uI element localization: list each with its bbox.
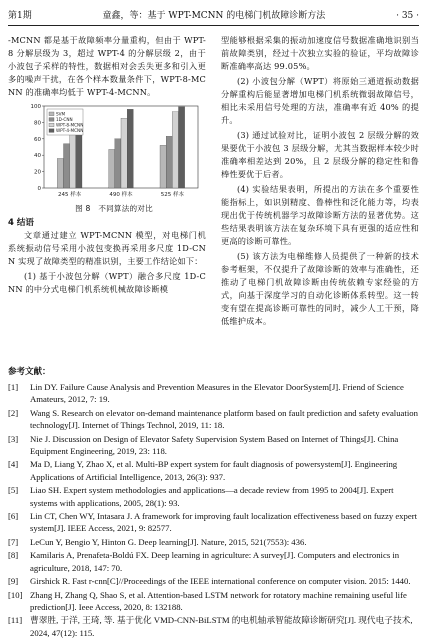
conclusion-point-2: (2) 小波包分解（WPT）将原始三通道振动数据分解重构后能显著增加电梯门机系统微弱故障信号，相比未采用信号处理的方法，准确率有近 40% 的提升。: [221, 76, 419, 125]
x-tick-label: 490 样本: [109, 192, 133, 198]
references: [8, 365, 420, 640]
conclusion-point-4: (4) 实验结果表明，所提出的方法在多个重要性能指标上，如识别精度、鲁棒性和泛化能力等，均表现出优于传统机器学习故障诊断方法的显著优势。这些结果表明该方法在复杂环境下具有更强的适应性和更高的诊断可靠性。: [221, 184, 419, 246]
reference-number: [3]: [8, 433, 19, 444]
reference-number: [1]: [8, 382, 19, 392]
y-tick-label: 0: [37, 186, 41, 192]
reference-number: [2]: [8, 407, 19, 418]
reference-item: [8, 484, 420, 509]
reference-number: [8]: [8, 550, 19, 561]
x-tick-label: 525 样本: [160, 192, 184, 198]
bar: [127, 109, 133, 188]
legend-swatch: [49, 123, 54, 127]
reference-number: [4]: [8, 459, 19, 470]
reference-item: [8, 433, 420, 458]
reference-number: [11]: [8, 615, 23, 626]
reference-item: [8, 575, 420, 587]
bar: [166, 136, 172, 188]
reference-number: [7]: [8, 536, 19, 547]
reference-item: [8, 381, 420, 406]
y-tick-label: 40: [34, 153, 41, 160]
running-title: 童鑫，等：基于 WPT-MCNN 的电梯门机故障诊断方法: [102, 11, 326, 21]
y-tick-label: 80: [34, 120, 41, 127]
x-tick-label: 245 样本: [58, 192, 82, 198]
reference-item: [8, 614, 420, 639]
reference-item: [8, 589, 420, 614]
reference-item: [8, 458, 420, 483]
legend-label: 1D-CNN: [56, 116, 73, 122]
conclusion-point-5: (5) 该方法为电梯维修人员提供了一种新的技术参考框架，不仅提升了故障诊断的效率与准确性，还推动了电梯门机故障诊断由传统依赖专家经验的方式，向基于深度学习的自动化诊断体系转型。这一转变有望在提高诊断可靠性的同时，减少人工干预，降低维护成本。: [221, 251, 419, 326]
figure-caption: 图 8 不同算法的对比: [75, 204, 153, 213]
bar: [160, 145, 166, 188]
issue-label: 第1期: [8, 11, 32, 21]
page-number: · 35 ·: [396, 11, 419, 21]
bar: [121, 118, 127, 188]
reference-number: [6]: [8, 511, 19, 522]
conclusion-point-1: (1) 基于小波包分解（WPT）融合多尺度 1D-CNN 的中分式电梯门机系统机械故障诊断模: [8, 271, 206, 294]
legend-label: SVM: [56, 111, 66, 117]
bar: [115, 139, 121, 188]
bar: [178, 107, 184, 188]
conclusion-intro: 文章通过建立 WPT-MCNN 模型，对电梯门机系统振动信号采用小波包变换再采用多尺度 1D-CNN 实现了故障类型的精准识别，主要工作结论如下：: [8, 230, 206, 266]
bar-chart: [26, 103, 202, 200]
reference-number: [10]: [8, 589, 23, 600]
right-column: [221, 34, 419, 330]
reference-text: Lin DY. Failure Cause Analysis and Prevention Measures in the Elevator DoorSystem[J]. Friend of Science Amateurs, 2012, 7: 19.: [30, 382, 404, 405]
reference-text: Zhang H, Zhang Q, Shao S, et al. Attention-based LSTM network for rotatory machine remaining useful life prediction[J]. Ieee Access, 2020, 8: 132188.: [30, 589, 407, 612]
reference-number: [5]: [8, 485, 19, 496]
reference-text: Lin CT, Chen WY, Intasara J. A framework for improving fault localization effectiveness based on fuzzy expert system[J]. IEEE Access, 2021, 9: 82577.: [30, 511, 418, 534]
legend-swatch: [49, 118, 54, 122]
bar: [57, 158, 63, 188]
reference-text: Kamilaris A, Prenafeta-Boldú FX. Deep learning in agriculture: A survey[J]. Computers and electronics in agriculture, 2018, 147: 70.: [30, 550, 400, 573]
y-tick-label: 20: [34, 169, 41, 176]
reference-text: Ma D, Liang Y, Zhao X, et al. Multi-BP expert system for fault diagnosis of powersystem[J]. Engineering Applications of Artificial Intelligence, 2013, 26(3): 937.: [30, 459, 398, 482]
reference-text: Liao SH. Expert system methodologies and applications—a decade review from 1995 to 2004[J]. Expert systems with applications, 2005, 28(1): 93.: [30, 485, 394, 508]
legend-swatch: [49, 129, 54, 133]
reference-text: 曹翠胜, 于洋, 王琦, 等. 基于优化 VMD-CNN-BiLSTM 的电机轴承智能故障诊断研究[J]. 现代电子技术, 2024, 47(12): 115.: [30, 615, 413, 638]
y-tick-label: 60: [34, 136, 41, 143]
paragraph-continued: -MCNN 都是基于故障频率分量重构，但由于 WPT-8 分解层级为 3，超过 WPT-4 的分解层级 2，由于小波包子采样的特性，数据相对会丢失更多和引入更多的噪声干扰，在各个样本数量条件下，WPT-8-MCNN 的准确率均低于 WPT-4-MCNN。: [8, 35, 206, 97]
bar: [70, 131, 76, 188]
reference-text: Wang S. Research on elevator on-demand maintenance platform based on fault prediction and safety evaluation technology[J]. Internet of Things Technol, 2019, 11: 18.: [30, 407, 418, 431]
paragraph-continued-right: 型能够根据采集的振动加速度信号数据准确地识别当前故障类别，经过十次独立实验的验证，平均故障诊断准确率高达 99.05%。: [221, 35, 419, 71]
section-heading-conclusion: 4 结语: [8, 218, 34, 228]
reference-text: Girshick R. Fast r-cnn[C]//Proceedings of the IEEE international conference on computer vision. 2015: 1440.: [30, 576, 411, 587]
page-header: [8, 6, 419, 26]
legend-label: WPT-8-MCNN: [56, 122, 84, 128]
left-column: [8, 34, 206, 298]
references-title: 参考文献：: [8, 367, 51, 377]
bar: [172, 112, 178, 188]
reference-text: Nie J. Discussion on Design of Elevator Safety Supervision System Based on Internet of Things[J]. China Equipment Engineering, 2019, 23: 118.: [30, 433, 399, 457]
reference-list: [8, 381, 420, 639]
reference-number: [9]: [8, 576, 19, 587]
bar: [109, 149, 115, 188]
figure-8: [26, 103, 202, 214]
bar: [64, 144, 70, 188]
reference-item: [8, 510, 420, 535]
reference-item: [8, 407, 420, 432]
reference-text: LeCun Y, Bengio Y, Hinton G. Deep learning[J]. Nature, 2015, 521(7553): 436.: [30, 536, 307, 547]
legend-swatch: [49, 112, 54, 116]
reference-item: [8, 536, 420, 548]
y-tick-label: 100: [30, 104, 41, 110]
legend-label: WPT-4-MCNN: [56, 128, 84, 134]
body-columns: [8, 34, 419, 360]
reference-item: [8, 549, 420, 574]
conclusion-point-3: (3) 通过试验对比，证明小波包 2 层级分解的效果要优于小波包 3 层级分解，尤其当数据样本较少时准确率相差达到 20%，且 2 层级分解的稳定性和鲁棒性要优于后者。: [221, 130, 419, 179]
